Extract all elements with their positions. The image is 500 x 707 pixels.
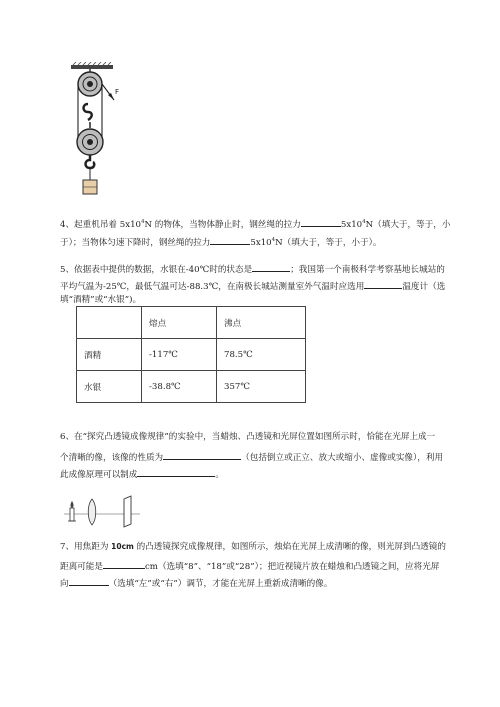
q7-line2: 距离可能是 cm（选填“8”、“18”或“28”）；把近视镜片放在蜡烛和凸透镜之间，应将光屏 <box>60 559 439 573</box>
q7-line1: 7、用焦距为 10cm 的凸透镜探究成像规律，如图所示，烛焰在光屏上成清晰的像，则光屏到凸透镜的 <box>60 542 446 552</box>
table-header-cell: 沸点 <box>217 307 306 339</box>
convex-lens-icon <box>88 499 96 525</box>
q4-answer-blank-1[interactable] <box>301 217 341 227</box>
q4-answer-blank-2[interactable] <box>210 235 250 245</box>
q6-answer-blank-1[interactable] <box>163 450 241 460</box>
table-header-row <box>77 307 306 339</box>
table-cell: 酒精 <box>77 339 142 371</box>
q7-answer-blank-1[interactable] <box>103 559 145 569</box>
q6-line1: 6、在“探究凸透镜成像规律”的实验中，当蜡烛、凸透镜和光屏位置如图所示时，恰能在光屏上成一 <box>60 432 436 442</box>
table-row <box>77 371 306 403</box>
q4-line1: 4、起重机吊着 $5x10^4N$ 的物体，当物体静止时，钢丝绳的拉力 $5x10^4N$（填大于，等于，小 <box>60 217 451 231</box>
screen-icon <box>124 496 131 527</box>
lens-setup-figure <box>62 494 142 528</box>
table-header-cell <box>77 307 142 339</box>
q5-line1: 5、依据表中提供的数据，水银在-40℃时的状态是 ；我国第一个南极科学考察基地长城站的 <box>60 262 445 276</box>
q5-answer-blank-1[interactable] <box>252 262 290 272</box>
q5-line3: 填“酒精”或“水银”)。 <box>60 295 142 305</box>
table-cell: -38.8℃ <box>142 371 217 403</box>
q4-line2: 于）；当物体匀速下降时，钢丝绳的拉力 $5x10^4N$（填大于，等于，小于）。 <box>60 235 382 249</box>
q6-line3: 此成像原理可以制成 。 <box>60 467 224 481</box>
q6-answer-blank-2[interactable] <box>137 467 215 477</box>
table-cell: 水银 <box>77 371 142 403</box>
table-cell: 78.5℃ <box>217 339 306 371</box>
q5-answer-blank-2[interactable] <box>364 279 402 289</box>
q7-answer-blank-2[interactable] <box>69 576 109 586</box>
table-row <box>77 339 306 371</box>
table-cell: -117℃ <box>142 339 217 371</box>
melting-boiling-table <box>76 306 306 403</box>
pulley-figure <box>66 62 126 198</box>
q5-line2: 平均气温为-25℃，最低气温可达-88.3℃，在南极长城站测量室外气温时应选用 温度计（选 <box>60 279 445 293</box>
q7-line3: 向 （选填“左”或“右”）调节，才能在光屏上重新成清晰的像。 <box>60 576 332 590</box>
candle-icon <box>68 501 76 521</box>
q6-line2: 个清晰的像，该像的性质为 （包括倒立或正立、放大或缩小、虚像或实像），利用 <box>60 450 443 464</box>
table-cell: 357℃ <box>217 371 306 403</box>
table-header-cell: 熔点 <box>142 307 217 339</box>
force-label: F <box>115 88 120 96</box>
